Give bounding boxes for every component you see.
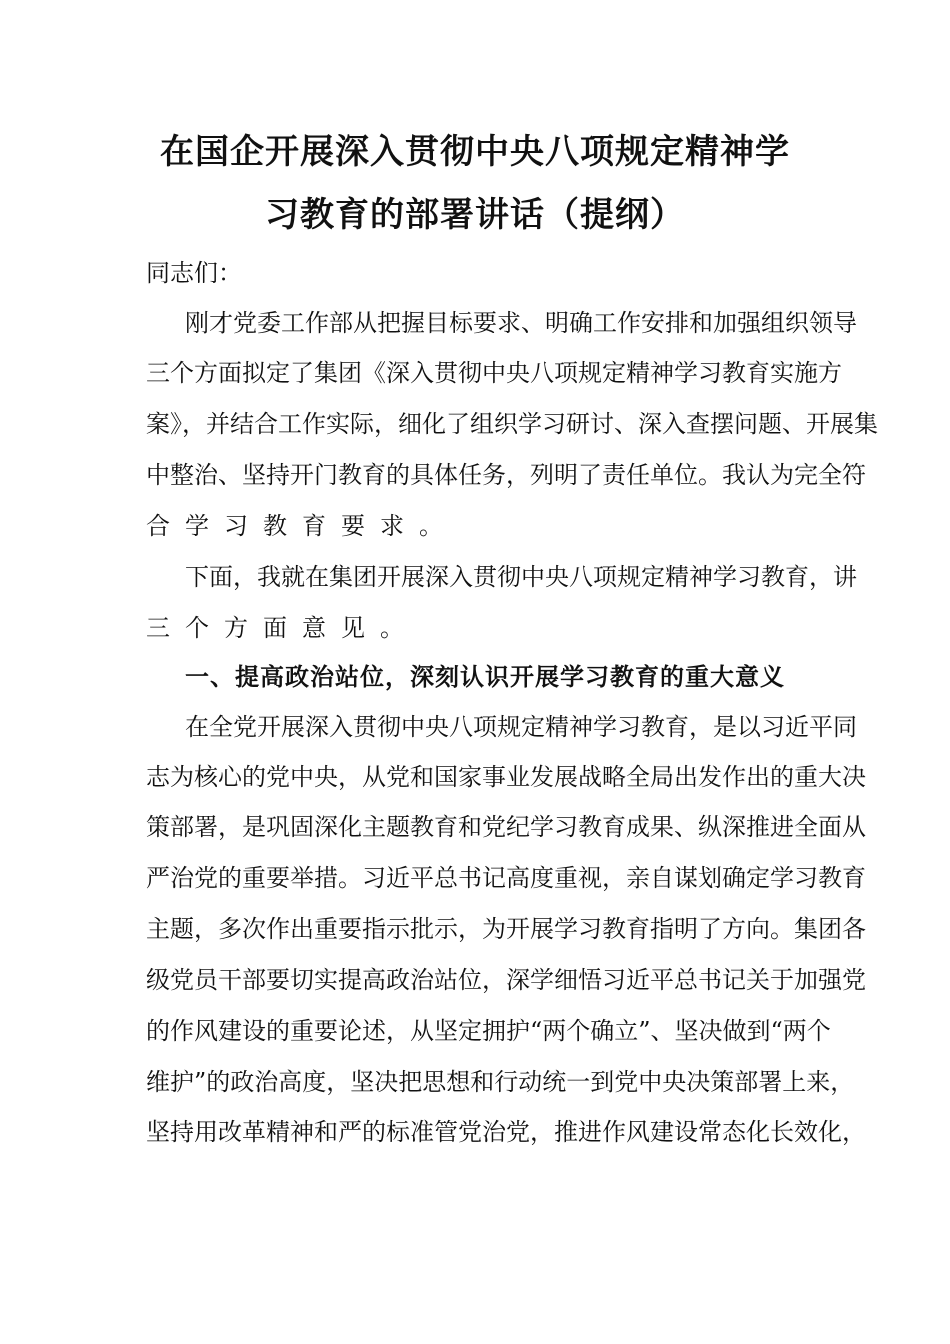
text-line: 严治党的重要举措。习近平总书记高度重视，亲自谋划确定学习教育	[146, 864, 866, 892]
text-line: 案》，并结合工作实际，细化了组织学习研讨、深入查摆问题、开展集	[146, 410, 878, 438]
title-line: 在国企开展深入贯彻中央八项规定精神学	[160, 132, 790, 172]
section-heading: 一、提高政治站位，深刻认识开展学习教育的重大意义	[185, 662, 785, 691]
text-line: 的作风建设的重要论述，从坚定拥护“两个确立”、坚决做到“两个	[146, 1017, 831, 1045]
text-line: 三个方面意见。	[146, 614, 419, 642]
text-line: 在全党开展深入贯彻中央八项规定精神学习教育，是以习近平同	[185, 713, 857, 741]
text-line: 坚持用改革精神和严的标准管党治党，推进作风建设常态化长效化，	[146, 1118, 866, 1146]
text-line: 下面，我就在集团开展深入贯彻中央八项规定精神学习教育，讲	[185, 563, 857, 591]
text-line: 志为核心的党中央，从党和国家事业发展战略全局出发作出的重大决	[146, 763, 866, 791]
text-line: 级党员干部要切实提高政治站位，深学细悟习近平总书记关于加强党	[146, 966, 866, 994]
text-line: 三个方面拟定了集团《深入贯彻中央八项规定精神学习教育实施方	[146, 359, 842, 387]
text-line: 中整治、坚持开门教育的具体任务，列明了责任单位。我认为完全符	[146, 461, 866, 489]
text-line: 主题，多次作出重要指示批示，为开展学习教育指明了方向。集团各	[146, 915, 866, 943]
title-line: 习教育的部署讲话（提纲）	[265, 195, 685, 235]
salutation: 同志们：	[146, 259, 242, 287]
text-line: 维护”的政治高度，坚决把思想和行动统一到党中央决策部署上来，	[146, 1068, 855, 1096]
text-line: 刚才党委工作部从把握目标要求、明确工作安排和加强组织领导	[185, 309, 857, 337]
text-line: 策部署，是巩固深化主题教育和党纪学习教育成果、纵深推进全面从	[146, 813, 866, 841]
text-line: 合学习教育要求。	[146, 512, 458, 540]
